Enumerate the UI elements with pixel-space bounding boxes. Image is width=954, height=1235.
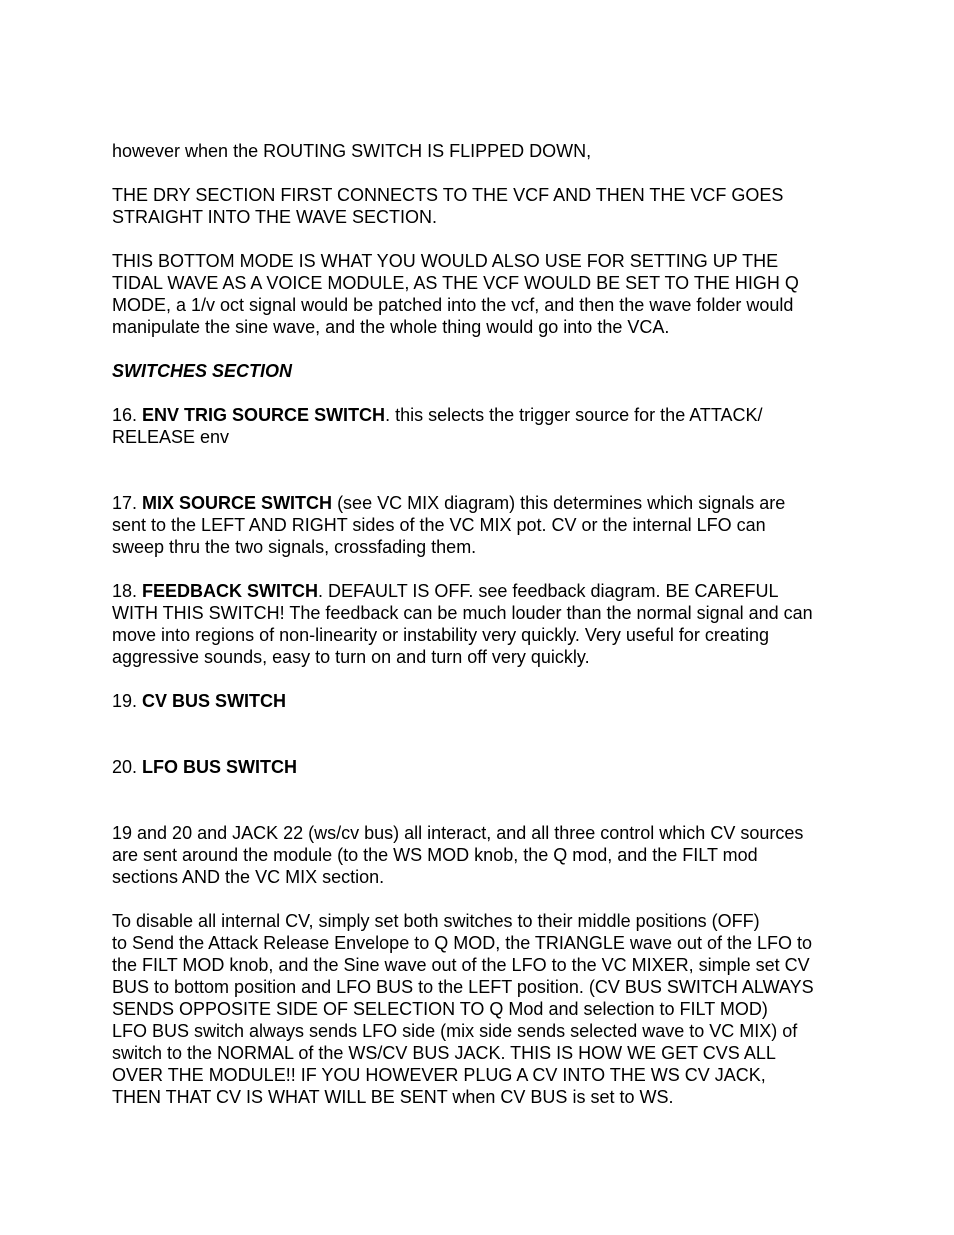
text-line: the FILT MOD knob, and the Sine wave out of the LFO to the VC MIXER, simple set CV xyxy=(112,955,810,975)
text-line: sent to the LEFT AND RIGHT sides of the VC MIX pot. CV or the internal LFO can xyxy=(112,515,766,535)
item-number: 19. xyxy=(112,691,138,711)
text-line: are sent around the module (to the WS MOD knob, the Q mod, and the FILT mod xyxy=(112,845,758,865)
item-number: 20. xyxy=(112,757,138,777)
intro-line: however when the ROUTING SWITCH IS FLIPPED DOWN, xyxy=(112,141,592,161)
text-line: move into regions of non-linearity or instability very quickly. Very useful for creating xyxy=(112,625,769,645)
text-line: switch to the NORMAL of the WS/CV BUS JACK. THIS IS HOW WE GET CVS ALL xyxy=(112,1043,776,1063)
text-line: manipulate the sine wave, and the whole thing would go into the VCA. xyxy=(112,317,670,337)
text-line: sections AND the VC MIX section. xyxy=(112,867,385,887)
item-text: (see VC MIX diagram) this determines which signals are xyxy=(332,493,786,513)
final-paragraph xyxy=(112,910,852,1108)
document-page xyxy=(112,140,852,1108)
interaction-paragraph xyxy=(112,822,852,888)
item-title: LFO BUS SWITCH xyxy=(142,757,298,777)
item-17-first-line xyxy=(112,492,852,514)
item-title: MIX SOURCE SWITCH xyxy=(142,493,333,513)
text-line: TIDAL WAVE AS A VOICE MODULE, AS THE VCF WOULD BE SET TO THE HIGH Q xyxy=(112,273,799,293)
item-number: 18. xyxy=(112,581,138,601)
intro-paragraph-2 xyxy=(112,184,852,228)
text-line: 19 and 20 and JACK 22 (ws/cv bus) all interact, and all three control which CV sources xyxy=(112,823,804,843)
text-line: THIS BOTTOM MODE IS WHAT YOU WOULD ALSO USE FOR SETTING UP THE xyxy=(112,251,779,271)
text-line: to Send the Attack Release Envelope to Q MOD, the TRIANGLE wave out of the LFO to xyxy=(112,933,813,953)
item-16-first-line xyxy=(112,404,852,426)
text-line: LFO BUS switch always sends LFO side (mix side sends selected wave to VC MIX) of xyxy=(112,1021,798,1041)
text-line: BUS to bottom position and LFO BUS to the LEFT position. (CV BUS SWITCH ALWAYS xyxy=(112,977,814,997)
item-17 xyxy=(112,492,852,558)
text-line: To disable all internal CV, simply set both switches to their middle positions (OFF) xyxy=(112,911,760,931)
item-19 xyxy=(112,690,852,712)
text-line: aggressive sounds, easy to turn on and turn off very quickly. xyxy=(112,647,590,667)
text-line: THEN THAT CV IS WHAT WILL BE SENT when CV BUS is set to WS. xyxy=(112,1087,674,1107)
text-line: MODE, a 1/v oct signal would be patched into the vcf, and then the wave folder would xyxy=(112,295,794,315)
item-title: CV BUS SWITCH xyxy=(142,691,287,711)
item-text: . this selects the trigger source for the ATTACK/ xyxy=(385,405,763,425)
item-title: ENV TRIG SOURCE SWITCH xyxy=(142,405,386,425)
item-20 xyxy=(112,756,852,778)
item-number: 17. xyxy=(112,493,138,513)
text-line: OVER THE MODULE!! IF YOU HOWEVER PLUG A CV INTO THE WS CV JACK, xyxy=(112,1065,766,1085)
text-line: WITH THIS SWITCH! The feedback can be much louder than the normal signal and can xyxy=(112,603,813,623)
text-line: STRAIGHT INTO THE WAVE SECTION. xyxy=(112,207,438,227)
item-title: FEEDBACK SWITCH xyxy=(142,581,319,601)
text-line: THE DRY SECTION FIRST CONNECTS TO THE VCF AND THEN THE VCF GOES xyxy=(112,185,784,205)
section-heading: SWITCHES SECTION xyxy=(112,361,293,381)
item-text: . DEFAULT IS OFF. see feedback diagram. BE CAREFUL xyxy=(318,581,779,601)
item-16 xyxy=(112,404,852,448)
text-line: RELEASE env xyxy=(112,427,230,447)
text-line: sweep thru the two signals, crossfading them. xyxy=(112,537,477,557)
text-line: SENDS OPPOSITE SIDE OF SELECTION TO Q Mod and selection to FILT MOD) xyxy=(112,999,768,1019)
item-18 xyxy=(112,580,852,668)
intro-paragraph-3 xyxy=(112,250,852,338)
item-number: 16. xyxy=(112,405,138,425)
item-18-first-line xyxy=(112,580,852,602)
